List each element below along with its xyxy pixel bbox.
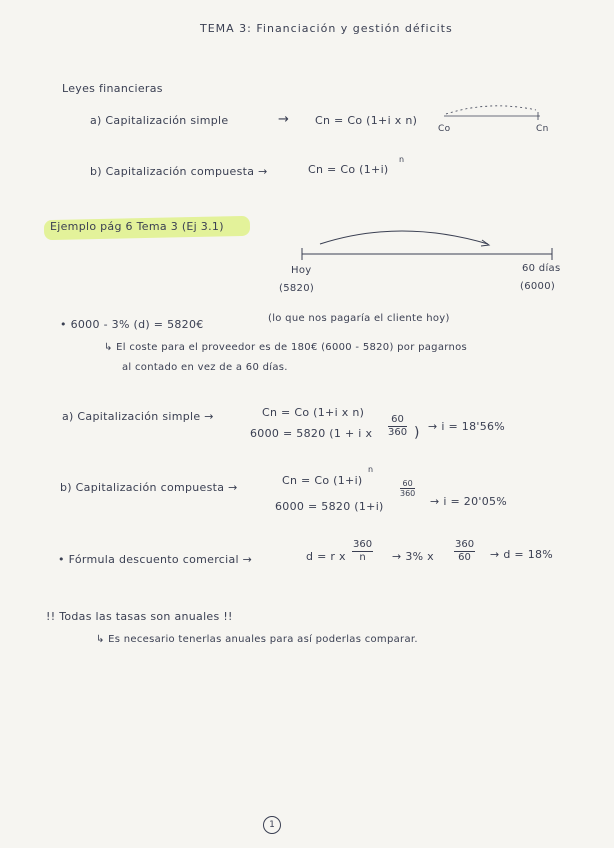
fraction2-denominator: 60 — [458, 552, 471, 563]
example-simple-fraction — [388, 414, 407, 439]
fraction1-denominator: n — [359, 552, 366, 563]
simple-law-arrow: → — [278, 112, 290, 127]
example-compound-formula-exp: n — [368, 465, 374, 474]
example-simple-label: a) Capitalización simple → — [62, 410, 214, 423]
example-simple-formula: Cn = Co (1+i x n) — [262, 406, 365, 419]
page-number: 1 — [263, 816, 281, 834]
fraction-denominator: 360 — [388, 427, 408, 438]
simple-law-formula: Cn = Co (1+i x n) — [315, 114, 418, 127]
example-simple-calc: 6000 = 5820 (1 + i x — [250, 427, 373, 440]
example-compound-result: → i = 20'05% — [430, 495, 508, 508]
commercial-discount-fraction1 — [352, 539, 373, 564]
compound-law-formula: Cn = Co (1+i) — [308, 163, 389, 176]
fraction1-numerator: 360 — [353, 539, 373, 550]
timeline-left-value: (5820) — [279, 283, 315, 294]
compound-law-exponent: n — [399, 155, 405, 164]
example-timeline — [290, 222, 560, 272]
example-compound-label: b) Capitalización compuesta → — [60, 481, 238, 494]
exponent-denominator: 360 — [400, 489, 416, 498]
simple-law-sketch — [440, 96, 550, 126]
discount-equation: • 6000 - 3% (d) = 5820€ — [60, 318, 204, 331]
sketch-co-label: Co — [438, 124, 451, 134]
section-heading: Leyes financieras — [62, 82, 163, 95]
exponent-numerator: 60 — [400, 479, 415, 489]
example-simple-result: → i = 18'56% — [428, 420, 506, 433]
example-compound-calc: 6000 = 5820 (1+i) — [275, 500, 384, 513]
commercial-discount-label: • Fórmula descuento comercial → — [58, 553, 253, 566]
commercial-discount-fraction2 — [454, 539, 475, 564]
example-heading: Ejemplo pág 6 Tema 3 (Ej 3.1) — [50, 220, 224, 233]
annual-rates-note: !! Todas las tasas son anuales !! — [46, 610, 233, 623]
example-compound-exponent — [400, 479, 415, 498]
sketch-cn-label: Cn — [536, 124, 549, 134]
annual-rates-subnote: ↳ Es necesario tenerlas anuales para así poderlas comparar. — [96, 634, 418, 645]
simple-law-label: a) Capitalización simple — [90, 114, 229, 127]
cost-explanation-line2: al contado en vez de a 60 días. — [122, 362, 288, 373]
discount-note: (lo que nos pagaría el cliente hoy) — [268, 313, 450, 324]
timeline-right-label: 60 días — [522, 263, 561, 274]
fraction2-numerator: 360 — [455, 539, 475, 550]
commercial-discount-mid: → 3% x — [392, 550, 434, 563]
cost-explanation-line1: ↳ El coste para el proveedor es de 180€ (6000 - 5820) por pagarnos — [104, 342, 468, 353]
example-compound-formula: Cn = Co (1+i) — [282, 474, 363, 487]
fraction-numerator: 60 — [388, 414, 407, 427]
timeline-right-value: (6000) — [520, 281, 556, 292]
commercial-discount-result: → d = 18% — [490, 548, 554, 561]
page-title: TEMA 3: Financiación y gestión déficits — [200, 22, 453, 35]
example-simple-close: ) — [414, 425, 420, 441]
compound-law-label: b) Capitalización compuesta → — [90, 165, 268, 178]
commercial-discount-lhs: d = r x — [306, 550, 346, 563]
timeline-left-label: Hoy — [291, 265, 312, 276]
